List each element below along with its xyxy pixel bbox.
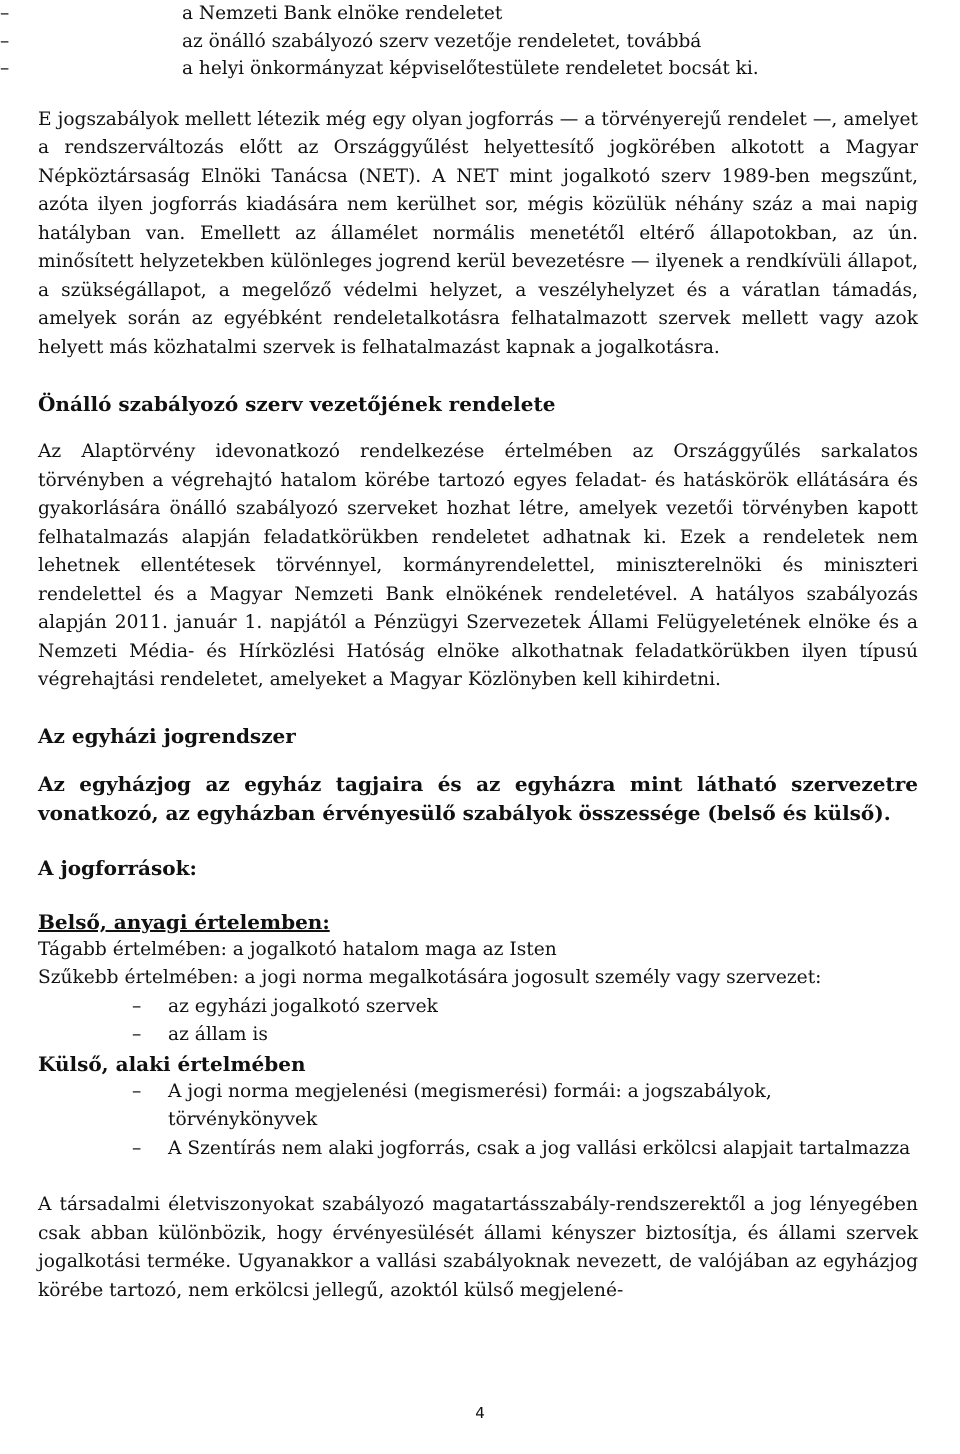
list-item-text: az állam is xyxy=(168,1024,268,1045)
list-item xyxy=(0,0,918,28)
narrow-sense-line: Szűkebb értelmében: a jogi norma megalkotására jogosult személy vagy szervezet: xyxy=(38,967,822,988)
paragraph-net: E jogszabályok mellett létezik még egy olyan jogforrás — a törvényerejű rendelet —, amelyet a rendszerváltozás előtt az Országgyűlést helyettesítő jogkörében alkotott a Magyar Népköztársaság Elnöki Tanácsa (NET). A NET mint jogalkotó szerv 1989-ben megszűnt, azóta ilyen jogforrás kiadására nem kerülhet sor, mégis közülük néhány száz a mai napig hatályban van. Emellett az államélet normális menetétől eltérő állapotokban, az ún. minősített helyzetekben különleges jogrend kerül bevezetésre — ilyenek a rendkívüli állapot, a szükségállapot, a megelőző védelmi helyzet, a veszélyhelyzet és a váratlan támadás, amelyek során az egyébként rendeletalkotásra felhatalmazott szervek mellett vagy azok helyett más közhatalmi szervek is felhatalmazást kapnak a jogalkotásra. xyxy=(38,108,918,358)
dash-marker: – xyxy=(132,1137,142,1159)
dash-marker: – xyxy=(132,1080,142,1102)
section-heading: Önálló szabályozó szerv vezetőjének rendelete xyxy=(38,392,556,416)
page-number: 4 xyxy=(475,1404,485,1422)
list-item xyxy=(38,1021,918,1050)
dash-marker: – xyxy=(132,995,142,1017)
paragraph-regulator: Az Alaptörvény idevonatkozó rendelkezése értelmében az Országgyűlés sarkalatos törvényben a végrehajtó hatalom körébe tartozó egyes feladat- és hatáskörök ellátására és gyakorlására önálló szabályozó szerveket hozhat létre, amelyek vezetői törvényben kapott felhatalmazás alapján feladatkörükben rendeletet adhatnak ki. Ezek a rendeletek nem lehetnek ellentétesek törvénnyel, kormányrendelettel, miniszterelnöki és miniszteri rendelettel és a Magyar Nemzeti Bank elnökének rendeletével. A hatályos szabályozás alapján 2011. január 1. napjától a Pénzügyi Szervezetek Állami Felügyeletének elnöke és a Nemzeti Média- és Hírközlési Hatóság elnöke alkothatnak feladatkörükben ilyen típusú végrehajtási rendeletet, amelyeket a Magyar Közlönyben kell kihirdetni. xyxy=(38,441,918,690)
list-item-text: A jogi norma megjelenési (megismerési) formái: a jogszabályok, törvénykönyvek xyxy=(168,1080,772,1130)
dash-marker: – xyxy=(0,58,10,79)
list-item-text: a helyi önkormányzat képviselőtestülete rendeletet bocsát ki. xyxy=(182,58,759,79)
subsection-heading: Belső, anyagi értelemben: xyxy=(38,909,330,934)
dash-marker: – xyxy=(0,30,10,52)
paragraph-social-norms: A társadalmi életviszonyokat szabályozó magatartásszabály-rendszerektől a jog lényegében csak abban különbözik, hogy érvényesülését állami kényszer biztosítja, és állami szervek jogalkotási terméke. Ugyanakkor a vallási szabályoknak nevezett, de valójában az egyházjog körébe tartozó, nem erkölcsi jellegű, azoktól külső megjelené- xyxy=(38,1194,918,1301)
broad-sense-line: Tágabb értelmében: a jogalkotó hatalom maga az Isten xyxy=(38,938,557,960)
list-item-text: az egyházi jogalkotó szervek xyxy=(168,995,438,1017)
inner-dash-list xyxy=(38,993,918,1050)
section-heading: Az egyházi jogrendszer xyxy=(38,723,296,748)
list-item xyxy=(38,1135,918,1164)
list-item xyxy=(0,55,918,83)
dash-marker: – xyxy=(0,3,10,24)
list-item-text: A Szentírás nem alaki jogforrás, csak a jog vallási erkölcsi alapjait tartalmazza xyxy=(168,1137,911,1159)
section-heading: A jogforrások: xyxy=(38,855,197,880)
list-item-text: az önálló szabályozó szerv vezetője rendeletet, továbbá xyxy=(182,30,702,52)
list-item xyxy=(38,1078,918,1135)
outer-dash-list xyxy=(38,1078,918,1164)
list-item-text: a Nemzeti Bank elnöke rendeletet xyxy=(182,3,503,24)
list-item xyxy=(0,28,918,56)
list-item xyxy=(38,993,918,1022)
subsection-heading: Külső, alaki értelmében xyxy=(38,1051,306,1076)
church-law-definition: Az egyházjog az egyház tagjaira és az egyházra mint látható szervezetre vonatkozó, az egyházban érvényesülő szabályok összessége (belső és külső). xyxy=(38,771,918,825)
dash-marker: – xyxy=(132,1024,142,1045)
top-dash-list xyxy=(0,0,918,83)
